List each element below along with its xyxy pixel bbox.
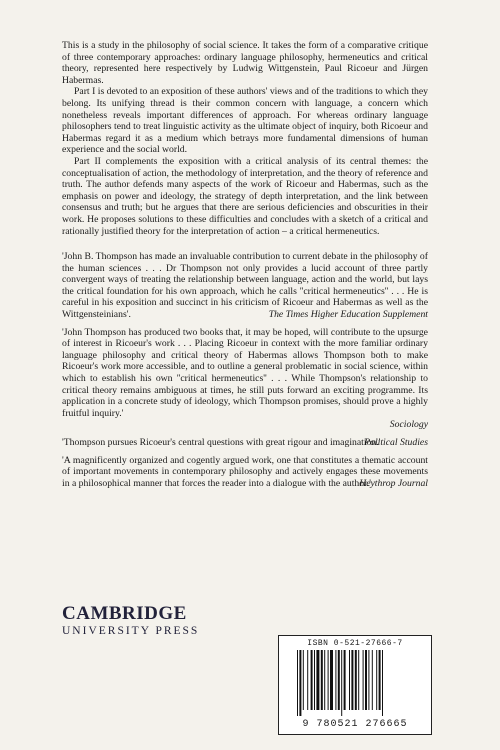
reviews bbox=[62, 251, 428, 489]
blurb-paragraph-3: Part II complements the exposition with a critical analysis of its central themes: the conceptualisation of action, the methodology of interpretation, and the theory of reference and truth. The author defends many aspects of the work of Ricoeur and Habermas, such as the emphasis on power and ideology, the strategy of depth interpretation, and the link between consensus and truth; but he argues that there are serious deficiencies and obscurities in their work. He proposes solutions to these difficulties and concludes with a sketch of a critical and rationally justified theory for the interpretation of action – a critical hermeneutics. bbox=[62, 155, 428, 237]
blurb bbox=[62, 40, 428, 237]
review-quote: 'John Thompson has produced two books that, it may be hoped, will contribute to the upsurge of interest in Ricoeur's work . . . Placing Ricoeur in context with the more familiar ordinary language philosophy and critical theory of Habermas allows Thompson both to make Ricoeur's work more accessible, and to outline a general problematic in social science, within which to establish his own ''critical hermeneutics'' . . . While Thompson's relationship to critical theory remains ambiguous at times, he still puts forward an exciting programme. Its application in a concrete study of ideology, which Thompson promises, should prove a highly fruitful inquiry.' bbox=[62, 326, 428, 419]
publisher-name: CAMBRIDGE bbox=[62, 603, 187, 624]
publisher-subtitle: UNIVERSITY PRESS bbox=[62, 625, 200, 637]
review-quote: 'A magnificently organized and cogently argued work, one that constitutes a thematic account of important movements in contemporary philosophy and actively engages these movements in a philosophical manner that forces the reader into a dialogue with the author.' bbox=[62, 454, 428, 489]
cover-text bbox=[62, 40, 428, 495]
review-quote: 'Thompson pursues Ricoeur's central questions with great rigour and imagination.' bbox=[62, 437, 381, 448]
barcode-number: 9 780521 276665 bbox=[302, 719, 408, 730]
review-source: Heythrop Journal bbox=[359, 477, 428, 489]
review-source: The Times Higher Education Supplement bbox=[268, 309, 428, 321]
publisher-logo bbox=[62, 604, 199, 638]
review-item bbox=[62, 455, 428, 490]
review-item bbox=[62, 251, 428, 321]
barcode-icon bbox=[295, 650, 415, 716]
review-item bbox=[62, 327, 428, 431]
blurb-paragraph-1: This is a study in the philosophy of social science. It takes the form of a comparative critique of three contemporary approaches: ordinary language philosophy, hermeneutics and critical theory, represented here respectively by Ludwig Wittgenstein, Paul Ricoeur and Jürgen Habermas. bbox=[62, 40, 428, 86]
barcode-label bbox=[278, 635, 432, 735]
review-source: Sociology bbox=[389, 419, 428, 431]
blurb-paragraph-2: Part I is devoted to an exposition of these authors' views and of the traditions to which they belong. Its unifying thread is their common concern with language, a concern which nonetheless reveals important differences of approach. For whereas ordinary language philosophers tend to treat linguistic activity as the ultimate object of inquiry, both Ricoeur and Habermas regard it as a medium which betrays more fundamental dimensions of human experience and the social world. bbox=[62, 86, 428, 156]
isbn-text: ISBN 0-521-27666-7 bbox=[307, 639, 403, 648]
review-source: Political Studies bbox=[364, 437, 428, 448]
review-item bbox=[62, 437, 428, 449]
review-quote: 'John B. Thompson has made an invaluable contribution to current debate in the philosophy of the human sciences . . . Dr Thompson not only provides a lucid account of three partly convergent ways of treating the relationship between language, action and the world, but lays the critical foundation for his own approach, which he calls ''critical hermeneutics'' . . . He is careful in his exposition and succinct in his criticism of Ricoeur and Habermas as well as the Wittgensteinians'. bbox=[62, 251, 428, 321]
